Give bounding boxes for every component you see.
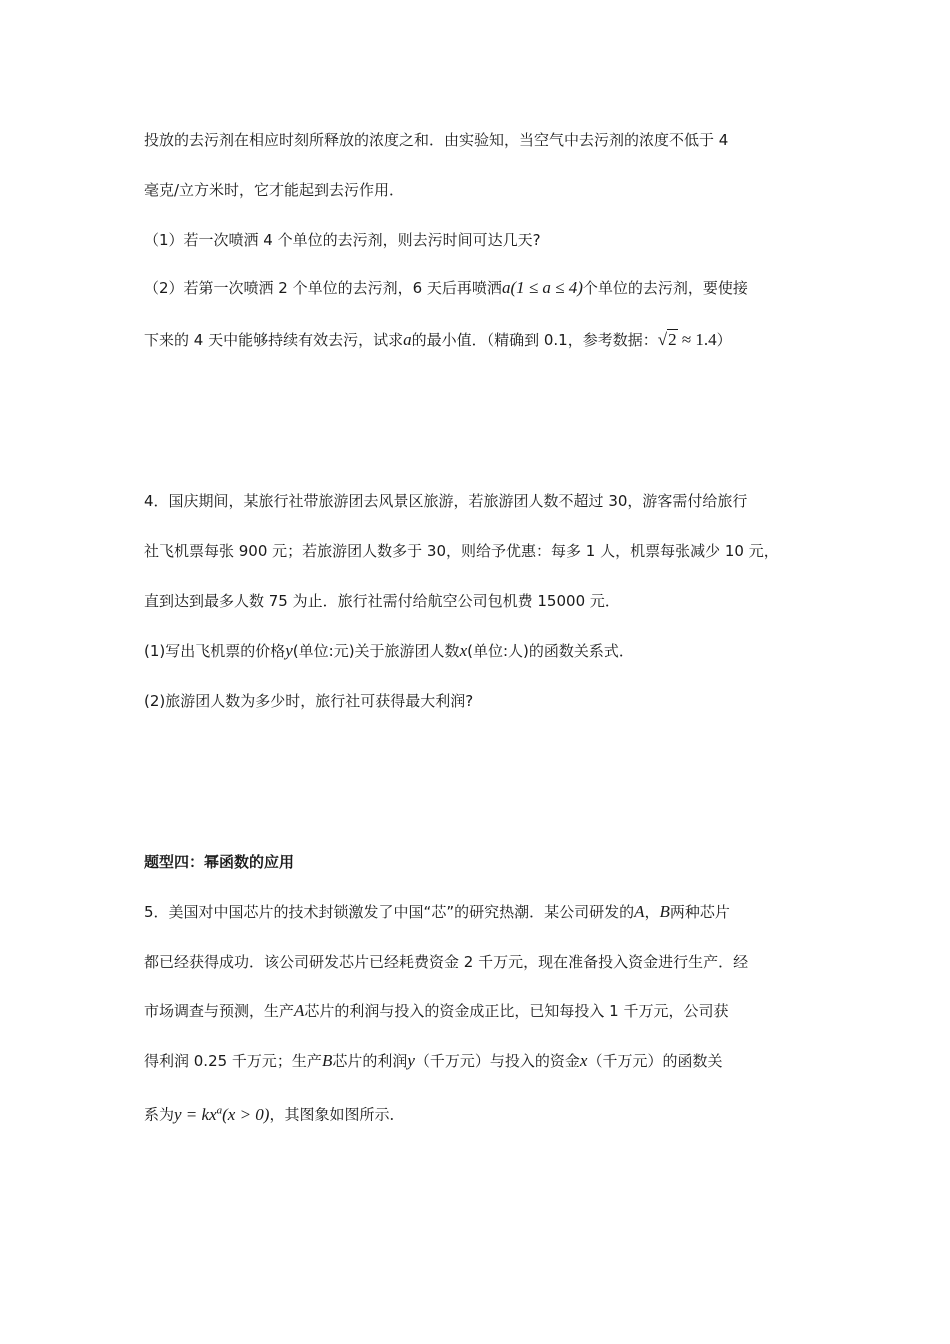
q5-line-1: 5．美国对中国芯片的技术封锁激发了中国“芯”的研究热潮．某公司研发的A，B两种芯片	[144, 902, 730, 921]
q4-line-3: 直到达到最多人数 75 为止．旅行社需付给航空公司包机费 15000 元．	[144, 592, 620, 610]
q5-var-B: B	[659, 902, 670, 921]
q5-formula: $y = kx^a(x > 0)$	[174, 1104, 270, 1124]
q3-part-1: （1）若一次喷洒 4 个单位的去污剂，则去污时间可达几天?	[144, 231, 541, 249]
section-title: 题型四：幂函数的应用	[144, 853, 295, 871]
q4-var-y: y	[285, 641, 293, 660]
q5-var-A: A	[634, 902, 645, 921]
q5-var-A-2: A	[294, 1001, 305, 1020]
q3-part-2: （2）若第一次喷洒 2 个单位的去污剂，6 天后再喷洒a(1 ≤ a ≤ 4)个单位的去污剂，要使接	[144, 278, 748, 297]
q5-line-2: 都已经获得成功．该公司研发芯片已经耗费资金 2 千万元，现在准备投入资金进行生产．经	[144, 953, 749, 971]
q4-line-2: 社飞机票每张 900 元；若旅游团人数多于 30，则给予优惠：每多 1 人，机票每张减少 10 元，	[144, 542, 779, 560]
q3-line-1: 投放的去污剂在相应时刻所释放的浓度之和．由实验知，当空气中去污剂的浓度不低于 4	[144, 131, 729, 149]
q4-var-x: x	[459, 641, 468, 660]
q5-line-3: 市场调查与预测，生产A芯片的利润与投入的资金成正比，已知每投入 1 千万元，公司获	[144, 1001, 729, 1020]
q5-var-x: x	[579, 1051, 588, 1070]
q4-part-1: (1)写出飞机票的价格y(单位:元)关于旅游团人数x(单位:人)的函数关系式．	[144, 641, 634, 660]
sqrt-expression: √2 ≈ 1.4	[657, 330, 717, 349]
q4-part-2: (2)旅游团人数为多少时，旅行社可获得最大利润?	[144, 692, 474, 710]
q5-var-B-2: B	[321, 1051, 333, 1070]
q5-line-4: 得利润 0.25 千万元；生产B芯片的利润y（千万元）与投入的资金x（千万元）的函数关	[144, 1051, 723, 1070]
q3-line-2: 毫克/立方米时，它才能起到去污作用．	[144, 181, 405, 199]
q3-line-5: 下来的 4 天中能够持续有效去污，试求a的最小值．（精确到 0.1，参考数据：√2 ≈ 1.4）	[144, 330, 732, 349]
q5-var-y: y	[407, 1051, 415, 1070]
q5-line-5: 系为$y = kx^a(x > 0)$，其图象如图所示．	[144, 1104, 405, 1124]
q4-line-1: 4．国庆期间，某旅行社带旅游团去风景区旅游，若旅游团人数不超过 30，游客需付给旅行	[144, 492, 748, 510]
q3-var-a: a	[403, 330, 412, 349]
q3-part2-math: a(1 ≤ a ≤ 4)	[501, 278, 583, 297]
